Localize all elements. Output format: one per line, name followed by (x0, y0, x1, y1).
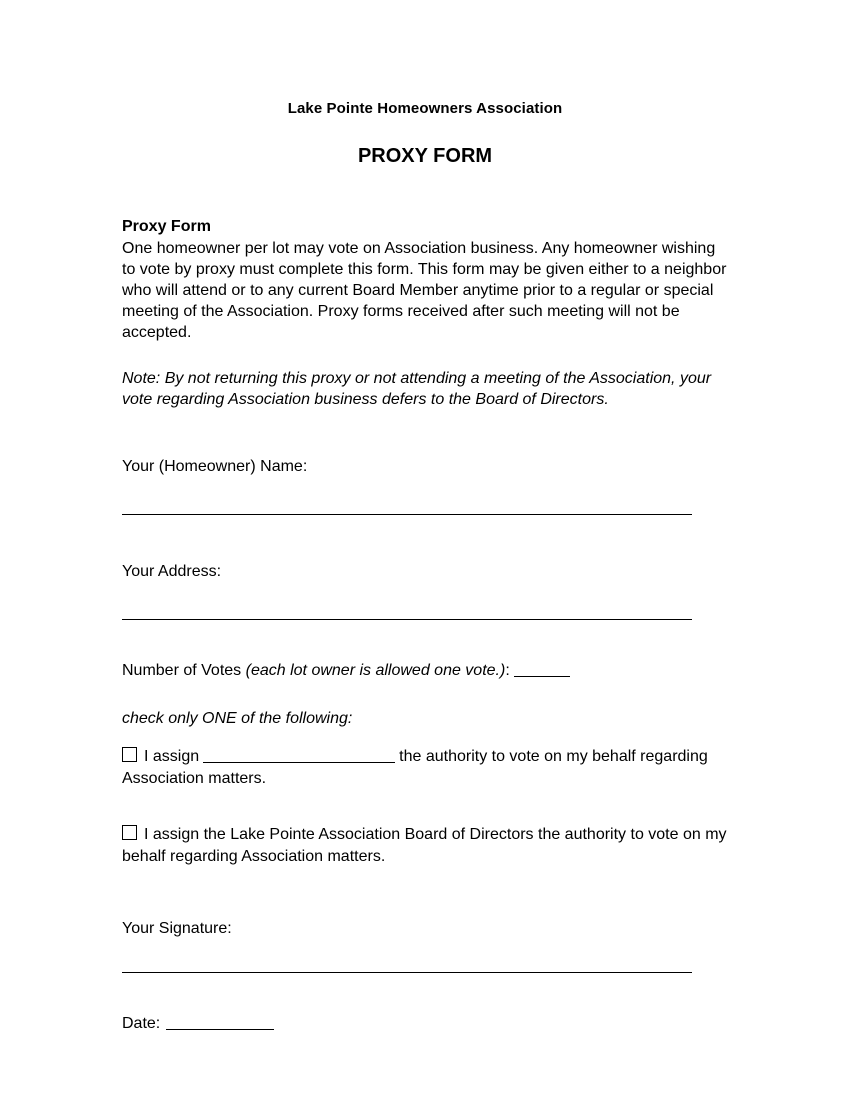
assignee-name-input[interactable] (203, 747, 395, 763)
number-of-votes-label: Number of Votes (122, 661, 242, 679)
date-input[interactable] (166, 1015, 274, 1030)
checkbox-assign-board[interactable] (122, 825, 137, 840)
choice-one-post-text: the authority to vote on my behalf regarding Association matters. (122, 747, 708, 787)
check-one-instruction: check only ONE of the following: (122, 709, 353, 727)
choice-option-one[interactable] (122, 728, 728, 790)
note-paragraph: Note: By not returning this proxy or not attending a meeting of the Association, your vote regarding Association business defers to the Board of Directors. (122, 369, 712, 408)
checkbox-assign-person[interactable] (122, 747, 137, 762)
choice-option-two[interactable] (122, 790, 728, 868)
date-line (122, 973, 728, 1033)
address-input-wrapper (122, 581, 728, 620)
number-of-votes-parenthetical: (each lot owner is allowed one vote.) (245, 661, 506, 679)
choice-one-pre-text: I assign (144, 747, 200, 765)
signature-label: Your Signature: (122, 920, 232, 938)
number-of-votes-colon: : (505, 661, 510, 679)
address-label: Your Address: (122, 562, 222, 580)
date-label: Date: (122, 1015, 161, 1033)
section-heading: Proxy Form (122, 218, 211, 235)
choice-two-text: I assign the Lake Pointe Association Board of Directors the authority to vote on my behalf regarding Association matters. (122, 825, 727, 865)
number-of-votes-line (122, 620, 728, 680)
homeowner-name-input-wrapper (122, 476, 728, 515)
signature-input-wrapper (122, 938, 728, 973)
intro-paragraph: One homeowner per lot may vote on Association business. Any homeowner wishing to vote by proxy must complete this form. This form may be given either to a neighbor who will attend or to any current Board Member anytime prior to a regular or special meeting of the Association. Proxy forms received after such meeting will not be accepted. (122, 240, 727, 342)
document-body (0, 168, 850, 1033)
organization-title: Lake Pointe Homeowners Association (287, 100, 563, 117)
homeowner-name-label: Your (Homeowner) Name: (122, 457, 308, 475)
document-title: PROXY FORM (357, 145, 493, 167)
number-of-votes-input[interactable] (514, 662, 570, 677)
